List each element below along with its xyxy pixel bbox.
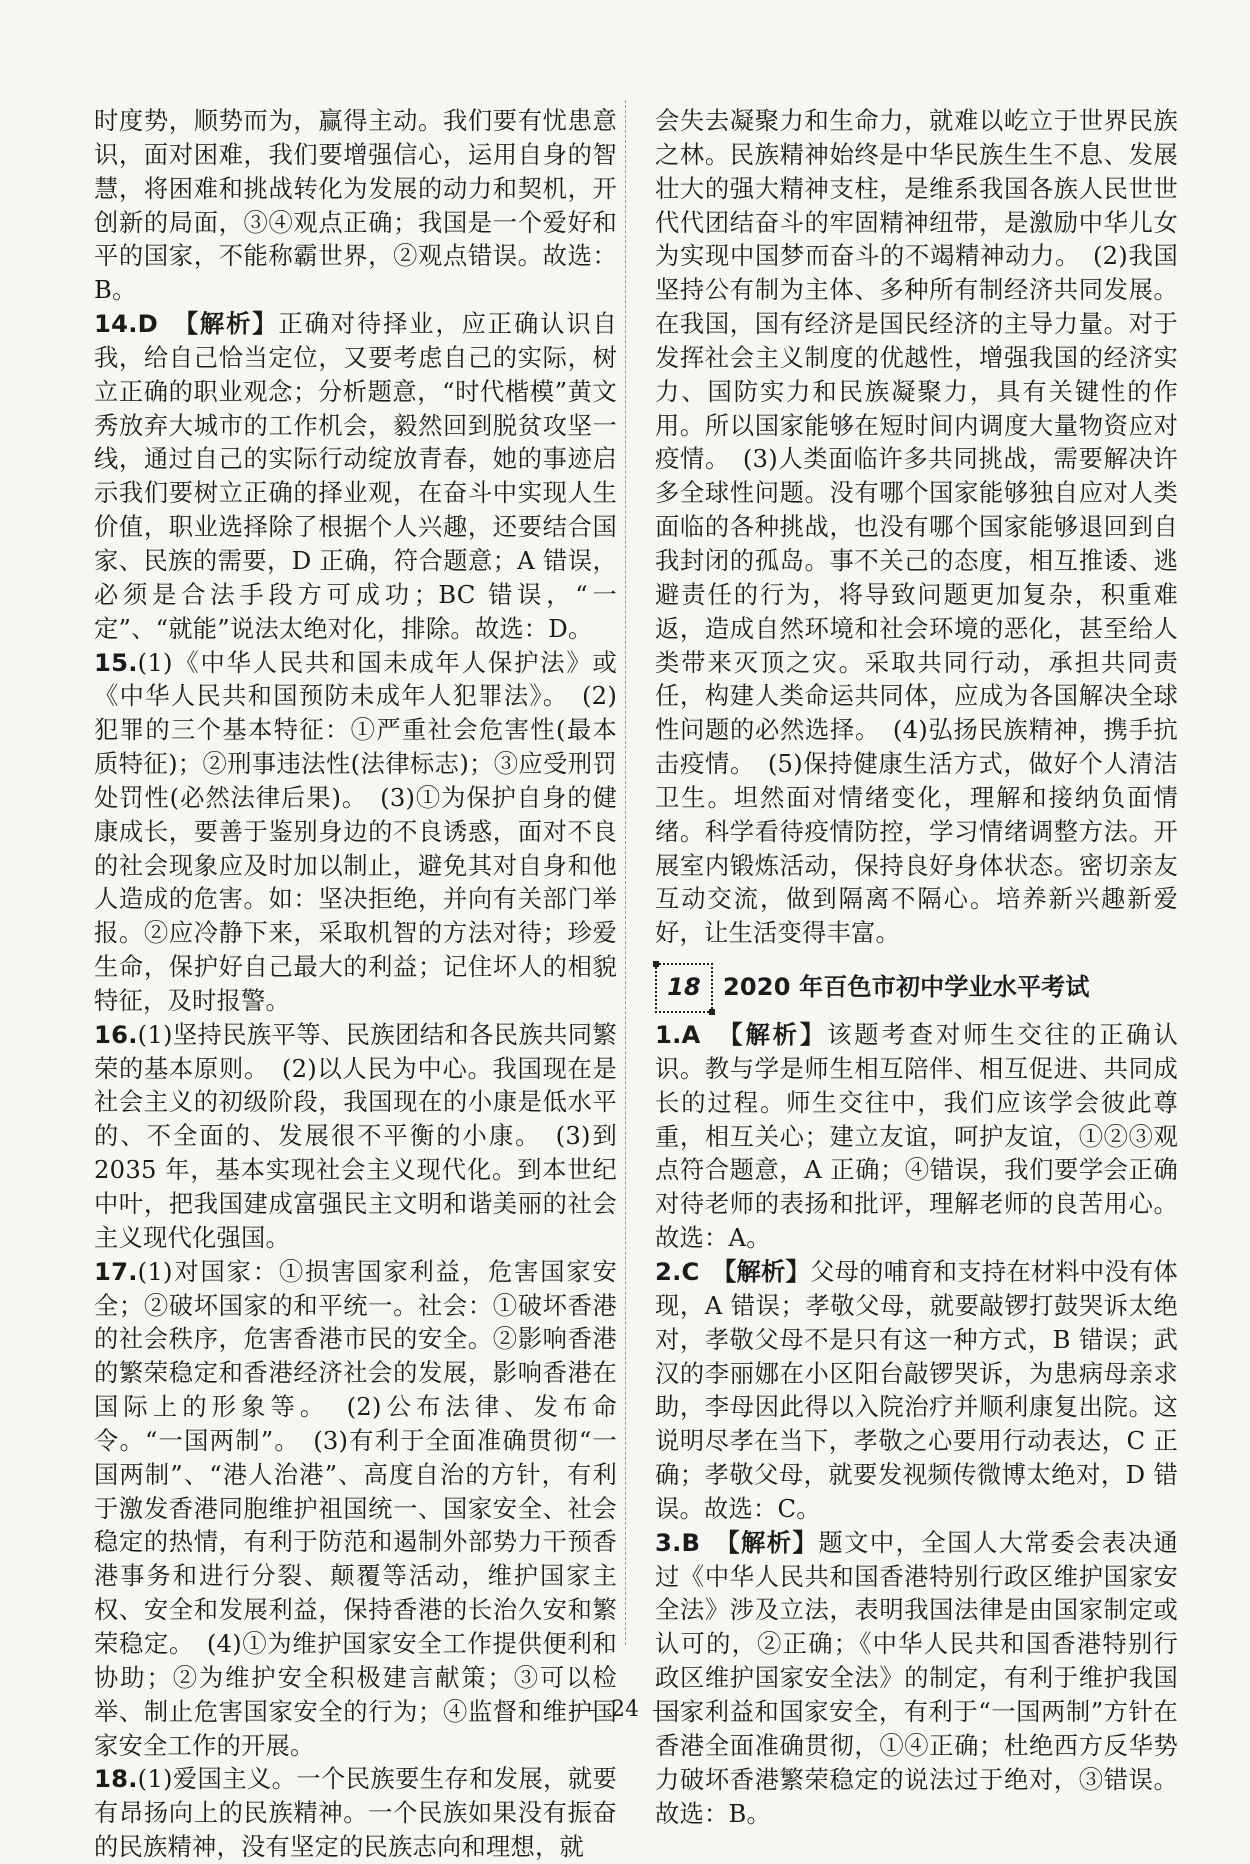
paragraph-text: 时度势，顺势而为，赢得主动。我们要有忧患意识，面对困难，我们要增强信心，运用自身的智慧，将困难和挑战转化为发展的动力和契机，开创新的局面，③④观点正确；我国是一个爱好和平的国家，不能称霸世界，②观点错误。故选：B。 [94,106,617,305]
question-number: 15. [94,647,138,677]
page-dash-left [571,1710,597,1711]
analysis-label: 【解析】 [724,1257,811,1286]
paragraph-text: 题文中，全国人大常委会表决通过《中华人民共和国香港特别行政区维护国家安全法》涉及立法，表明我国法律是由国家制定或认可的，②正确；《中华人民共和国香港特别行政区维护国家安全法》的制定，有利于维护我国国家利益和国家安全，有利于“一国两制”方针在香港全面准确贯彻，①④正确；杜绝西方反华势力破坏香港繁荣稳定的说法过于绝对，③错误。故选：B。 [655,1527,1178,1828]
question-number: 2. [655,1257,682,1286]
paragraph-text: (1)坚持民族平等、民族团结和各民族共同繁荣的基本原则。 (2)以人民为中心。我国现在是社会主义的初级阶段，我国现在的小康是低水平的、不全面的、发展很不平衡的小康。 (3)到2035 年，基本实现社会主义现代化。到本世纪中叶，把我国建成富强民主文明和谐美丽的社会主义现代化强国。 [94,1019,617,1252]
left-column [94,104,617,1864]
answer-letter: D [137,309,186,339]
column-divider [625,100,626,1645]
answer-3 [655,1526,1178,1831]
answer-1 [655,1018,1178,1255]
paragraph-text: 父母的哺育和支持在材料中没有体现，A 错误；孝敬父母，就要敲锣打鼓哭诉太绝对，孝敬父母不是只有这一种方式，B 错误；武汉的李丽娜在小区阳台敲锣哭诉，为患病母亲求助，李母因此得以入院治疗并顺利康复出院。这说明尽孝在当下，孝敬之心要用行动表达，C 正确；孝敬父母，就要发视频传微博太绝对，D 错误。故选：C。 [655,1257,1178,1523]
question-number: 14. [94,309,138,339]
section-number: 18 [667,973,701,1002]
paragraph-text: (1)《中华人民共和国未成年人保护法》或《中华人民共和国预防未成年人犯罪法》。 (2)犯罪的三个基本特征：①严重社会危害性(最本质特征)；②刑事违法性(法律标志)；③应受刑罚处罚性(必然法律后果)。 (3)①为保护自身的健康成长，要善于鉴别身边的不良诱惑，面对不良的社会现象应及时加以制止，避免其对自身和他人造成的危害。如：坚决拒绝，并向有关部门举报。②应冷静下来，采取机智的方法对待；珍爱生命，保护好自己最大的利益；记住坏人的相貌特征，及时报警。 [94,647,617,1015]
answer-18 [94,1762,617,1864]
paragraph-text: (1)对国家：①损害国家利益，危害国家安全；②破坏国家的和平统一。社会：①破坏香港的社会秩序，危害香港市民的安全。②影响香港的繁荣稳定和香港经济社会的发展，影响香港在国际上的形象等。 (2)公布法律、发布命令。“一国两制”。 (3)有利于全面准确贯彻“一国两制”、“港人治港”、高度自治的方针，有利于激发香港同胞维护祖国统一、国家安全、社会稳定的热情，有利于防范和遏制外部势力干预香港事务和进行分裂、颠覆等活动，维护国家主权、安全和发展利益，保持香港的长治久安和繁荣稳定。 (4)①为维护国家安全工作提供便利和协助；②为维护安全积极建言献策；③可以检举、制止危害国家安全的行为；④监督和维护国家安全工作的开展。 [94,1256,617,1760]
page-dash-right [653,1710,679,1711]
question-number: 17. [94,1256,138,1286]
answer-17 [94,1255,617,1763]
answer-letter: A [681,1020,731,1050]
page-number [0,1697,1250,1722]
answer-18-continued [655,104,1178,950]
question-number: 16. [94,1019,138,1049]
paragraph-text: (1)爱国主义。一个民族要生存和发展，就要有昂扬向上的民族精神。一个民族如果没有振奋的民族精神，没有坚定的民族志向和理想，就 [94,1764,617,1862]
paragraph-text: 该题考查对师生交往的正确认识。教与学是师生相互陪伴、相互促进、共同成长的过程。师生交往中，我们应该学会彼此尊重，相互关心；建立友谊，呵护友谊，①②③观点符合题意，A 正确；④错误，我们要学会正确对待老师的表扬和批评，理解老师的良苦用心。故选：A。 [655,1020,1178,1253]
answer-letter: B [681,1527,728,1557]
section-title: 2020 年百色市初中学业水平考试 [723,973,1090,1002]
section-number-badge [655,963,713,1013]
question-number: 1. [655,1020,682,1050]
question-number: 3. [655,1527,682,1557]
answer-2 [655,1255,1178,1526]
analysis-label: 【解析】 [727,1527,819,1557]
answer-16 [94,1018,617,1255]
answer-14 [94,307,617,645]
analysis-label: 【解析】 [185,309,279,339]
question-number: 18. [94,1764,138,1794]
paragraph-text: 会失去凝聚力和生命力，就难以屹立于世界民族之林。民族精神始终是中华民族生生不息、发展壮大的强大精神支柱，是维系我国各族人民世世代代团结奋斗的牢固精神纽带，是激励中华儿女为实现中国梦而奋斗的不竭精神动力。 (2)我国坚持公有制为主体、多种所有制经济共同发展。在我国，国有经济是国民经济的主导力量。对于发挥社会主义制度的优越性，增强我国的经济实力、国防实力和民族凝聚力，具有关键性的作用。所以国家能够在短时间内调度大量物资应对疫情。 (3)人类面临许多共同挑战，需要解决许多全球性问题。没有哪个国家能够独自应对人类面临的各种挑战，也没有哪个国家能够退回到自我封闭的孤岛。事不关己的态度，相互推诿、逃避责任的行为，将导致问题更加复杂，积重难返，造成自然环境和社会环境的恶化，甚至给人类带来灭顶之灾。采取共同行动，承担共同责任，构建人类命运共同体，应成为各国解决全球性问题的必然选择。 (4)弘扬民族精神，携手抗击疫情。 (5)保持健康生活方式，做好个人清洁卫生。坦然面对情绪变化，理解和接纳负面情绪。科学看待疫情防控，学习情绪调整方法。开展室内锻炼活动，保持良好身体状态。密切亲友互动交流，做到隔离不隔心。培养新兴趣新爱好，让生活变得丰富。 [655,106,1178,948]
page-number-text: 24 [611,1697,639,1722]
right-column [655,104,1178,1830]
section-header [655,964,1178,1012]
answer-letter: C [681,1257,725,1286]
paragraph-text: 正确对待择业，应正确认识自我，给自己恰当定位，又要考虑自己的实际，树立正确的职业观念；分析题意，“时代楷模”黄文秀放弃大城市的工作机会，毅然回到脱贫攻坚一线，通过自己的实际行动绽放青春，她的事迹启示我们要树立正确的择业观，在奋斗中实现人生价值，职业选择除了根据个人兴趣，还要结合国家、民族的需要，D 正确，符合题意；A 错误，必须是合法手段方可成功；BC 错误，“一定”、“就能”说法太绝对化，排除。故选：D。 [94,309,617,643]
answer-13-continued [94,104,617,307]
analysis-label: 【解析】 [730,1020,828,1050]
answer-15 [94,646,617,1018]
